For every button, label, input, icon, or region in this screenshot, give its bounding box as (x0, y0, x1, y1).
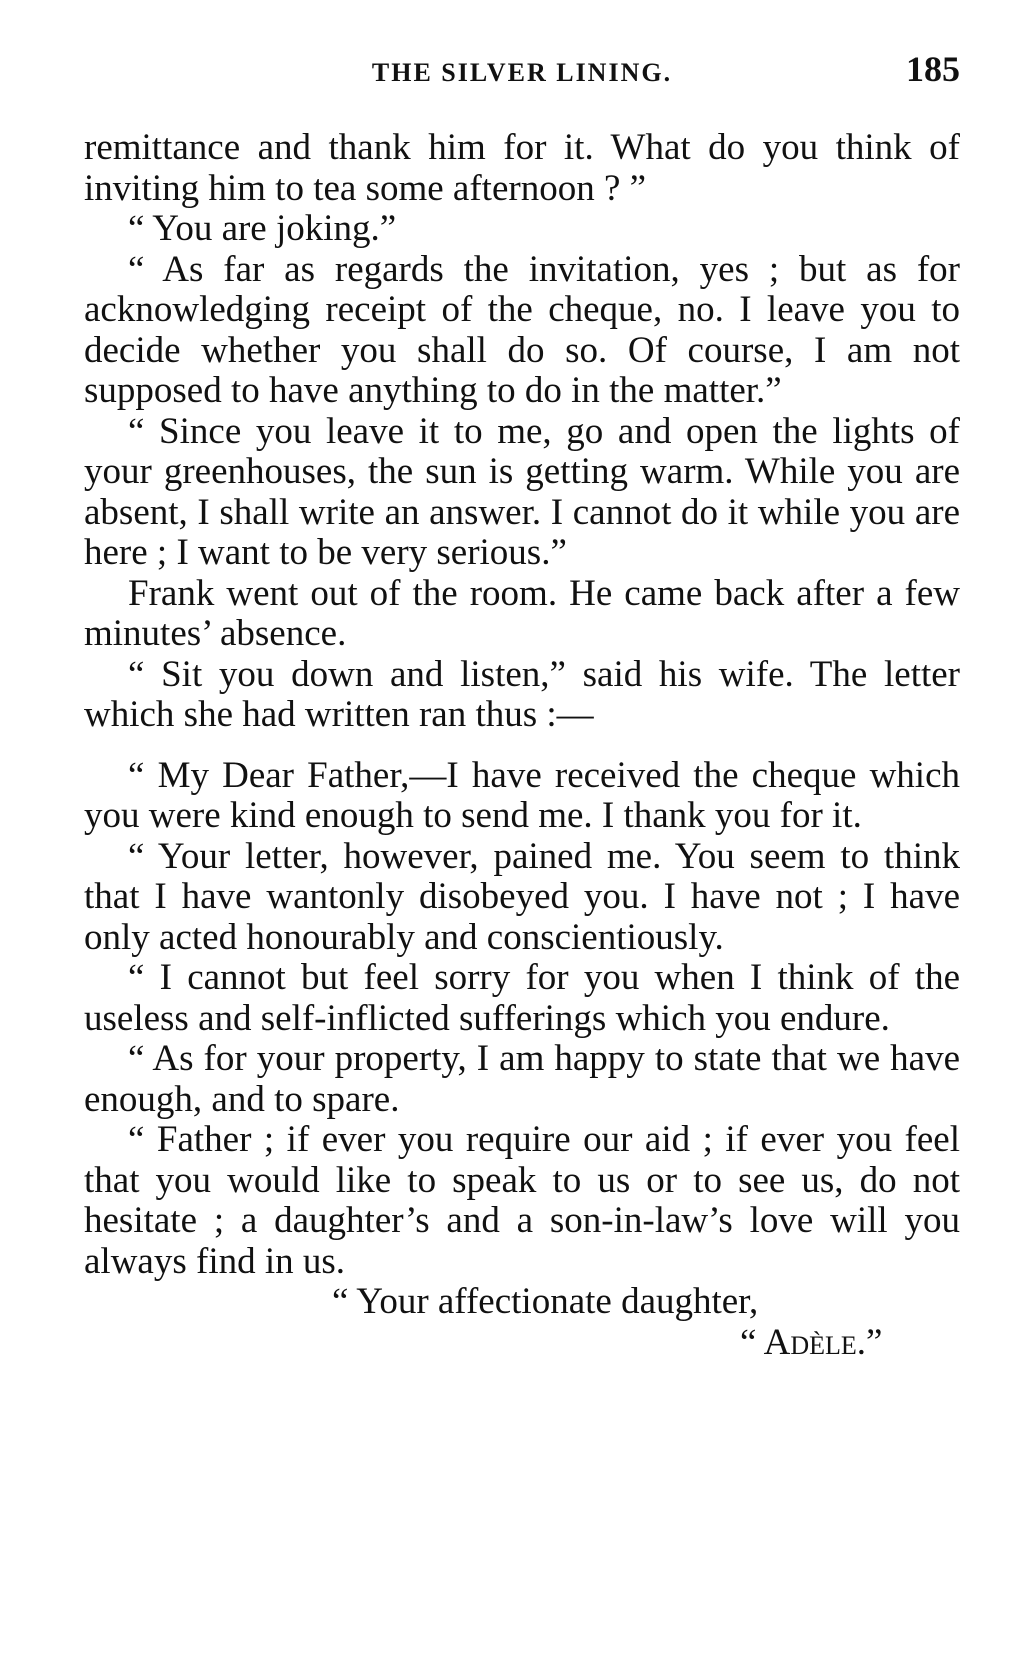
paragraph-continuation: remittance and thank him for it. What do you think of inviting him to tea some afternoon ? ” (84, 127, 960, 209)
running-title: THE SILVER LINING. (371, 58, 673, 87)
letter-paragraph: “ My Dear Father,—I have received the cheque which you were kind enough to send me. I thank you for it. (84, 754, 960, 836)
section-spacer (84, 736, 960, 756)
paragraph: “ As far as regards the invitation, yes ; but as for acknowledging receipt of the cheque, no. I leave you to decide whether you shall do so. Of course, I am not supposed to have anything to do in the matter.” (84, 248, 960, 411)
page-header (84, 48, 960, 98)
paragraph: Frank went out of the room. He came back after a few minutes’ absence. (84, 572, 960, 654)
letter (84, 756, 960, 1364)
letter-paragraph: “ As for your property, I am happy to state that we have enough, and to spare. (84, 1038, 960, 1120)
paragraph: “ You are joking.” (128, 208, 397, 249)
letter-paragraph: “ I cannot but feel sorry for you when I think of the useless and self-inflicted sufferings which you endure. (84, 957, 960, 1039)
paragraph: “ Since you leave it to me, go and open the lights of your greenhouses, the sun is getting warm. While you are absent, I shall write an answer. I cannot do it while you are here ; I want to be very serious.” (84, 410, 960, 573)
letter-signature: “ Adèle.” (740, 1321, 883, 1363)
letter-paragraph: “ Your letter, however, pained me. You seem to think that I have wantonly disobeyed you. I have not ; I have only acted honourably and conscientiously. (84, 835, 960, 958)
letter-closing: “ Your affectionate daughter, (332, 1281, 759, 1322)
page-number: 185 (906, 49, 960, 89)
body-text (84, 128, 960, 1363)
paragraph: “ Sit you down and listen,” said his wife. The letter which she had written ran thus :— (84, 653, 960, 735)
letter-paragraph: “ Father ; if ever you require our aid ; if ever you feel that you would like to speak to us or to see us, do not hesitate ; a daughter’s and a son-in-law’s love will you always find in us. (84, 1119, 960, 1282)
